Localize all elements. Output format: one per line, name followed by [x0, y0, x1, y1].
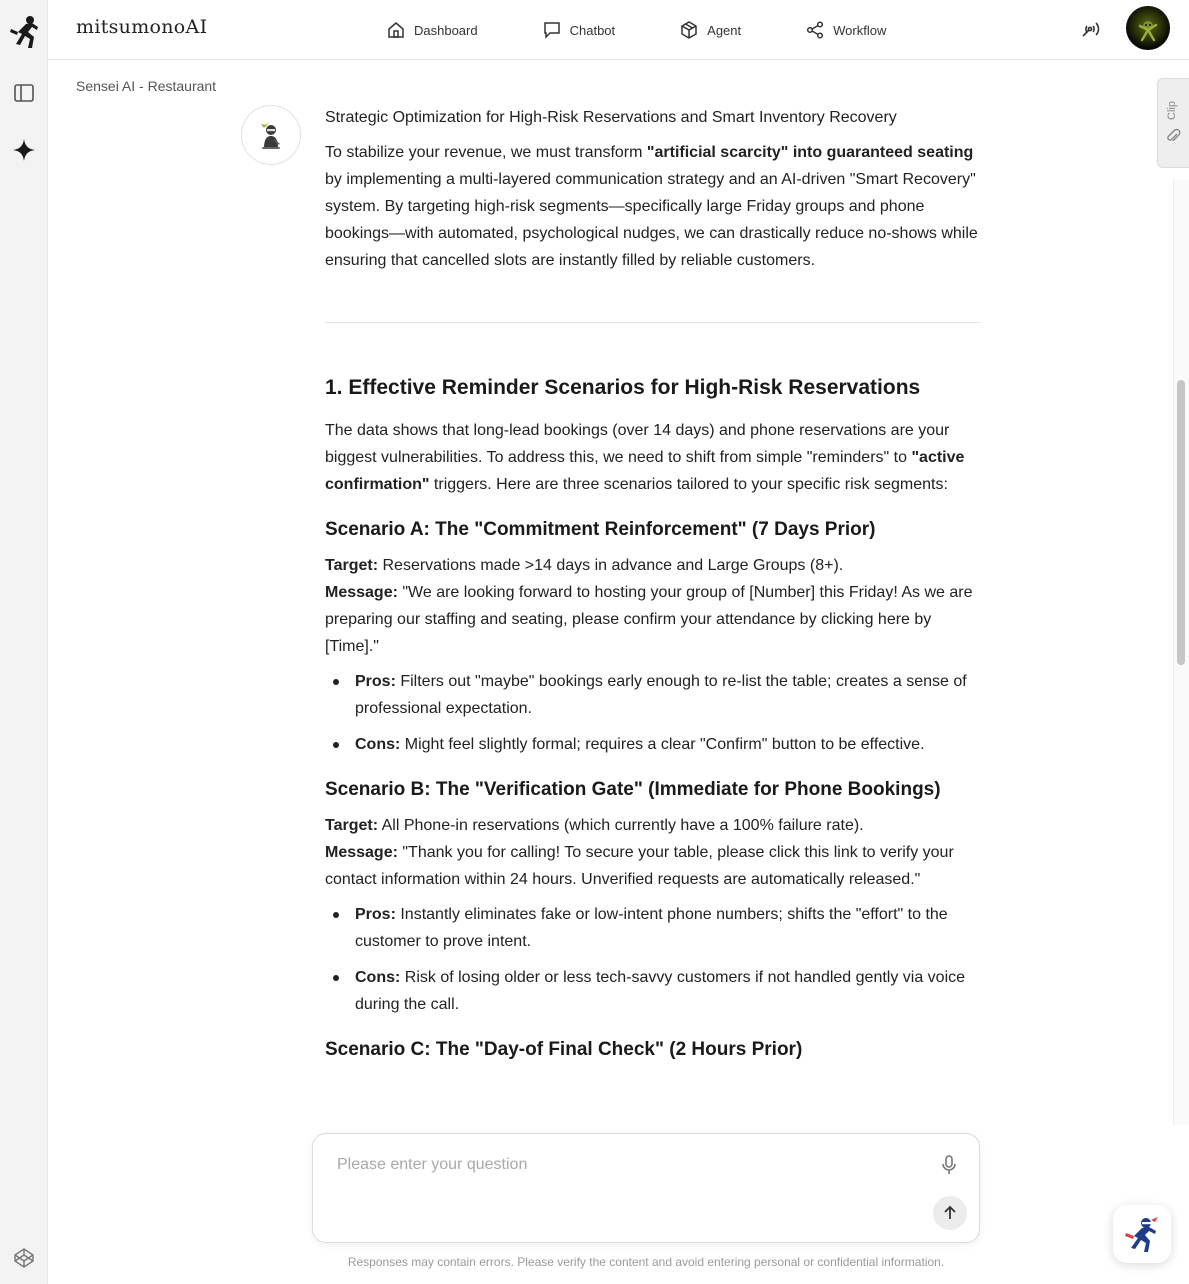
- left-rail: [0, 0, 48, 1284]
- list-item: [325, 731, 981, 758]
- microphone-icon[interactable]: [937, 1153, 961, 1177]
- chat-input-box: [312, 1133, 980, 1243]
- main-nav: [386, 0, 886, 60]
- signal-icon[interactable]: [1078, 17, 1102, 41]
- clip-tab[interactable]: [1157, 78, 1189, 168]
- ninja-runner-icon: [1122, 1214, 1162, 1254]
- sparkle-icon[interactable]: [11, 137, 37, 163]
- pros-text: Instantly eliminates fake or low-intent phone numbers; shifts the "effort" to the customer to prove intent.: [355, 906, 948, 950]
- message-text: "Thank you for calling! To secure your table, please click this link to verify your contact information within 24 hours. Unverified requests are automatically released.": [325, 844, 954, 888]
- assistant-fab-button[interactable]: [1113, 1205, 1171, 1263]
- nav-chatbot-label: Chatbot: [569, 22, 616, 38]
- nav-dashboard-label: Dashboard: [414, 22, 478, 38]
- intro-bold: "artificial scarcity" into guaranteed seating: [646, 144, 974, 161]
- nav-workflow[interactable]: [805, 20, 886, 40]
- pros-label: Pros:: [355, 673, 396, 690]
- message-label: Message:: [325, 844, 398, 861]
- scenario-b-target: [325, 812, 981, 839]
- intro-text: To stabilize your revenue, we must transform: [325, 144, 647, 161]
- scenario-b-message: [325, 839, 981, 893]
- paperclip-icon: [1165, 127, 1181, 145]
- cons-text: Risk of losing older or less tech-savvy customers if not handled gently via voice during the call.: [355, 969, 966, 1013]
- home-icon: [386, 20, 406, 40]
- intro-text-rest: by implementing a multi-layered communication strategy and an AI-driven "Smart Recovery" system. By targeting high-risk segments—specifically large Friday groups and phone bookings—with automated, psychological nudges, we can drastically reduce no-shows while ensuring that cancelled slots are instantly filled by reliable customers.: [325, 171, 978, 269]
- question-input[interactable]: [337, 1156, 897, 1174]
- list-item: [325, 964, 981, 1018]
- pros-text: Filters out "maybe" bookings early enough to re-list the table; creates a sense of professional expectation.: [355, 673, 967, 717]
- arrow-up-icon: [941, 1204, 959, 1222]
- top-header: [48, 0, 1189, 60]
- nav-chatbot[interactable]: [542, 20, 616, 40]
- chat-icon: [542, 20, 562, 40]
- bot-avatar: [241, 105, 301, 165]
- message-title: Strategic Optimization for High-Risk Reservations and Smart Inventory Recovery: [325, 109, 897, 126]
- nav-agent-label: Agent: [707, 22, 742, 38]
- target-label: Target:: [325, 557, 379, 574]
- pros-label: Pros:: [355, 906, 396, 923]
- user-avatar[interactable]: [1126, 6, 1170, 50]
- section-paragraph: [325, 417, 981, 498]
- disclaimer-text: Responses may contain errors. Please verify the content and avoid entering personal or confidential information.: [347, 1255, 945, 1269]
- target-text: All Phone-in reservations (which currently have a 100% failure rate).: [378, 817, 864, 834]
- sidebar-toggle-icon[interactable]: [11, 80, 37, 106]
- codepen-icon[interactable]: [11, 1245, 37, 1271]
- nav-dashboard[interactable]: [386, 20, 478, 40]
- cons-label: Cons:: [355, 736, 401, 753]
- scenario-a-message: [325, 579, 981, 660]
- send-button[interactable]: [933, 1196, 967, 1230]
- intro-paragraph: [325, 139, 981, 274]
- section-text: The data shows that long-lead bookings (over 14 days) and phone reservations are your biggest vulnerabilities. To address this, we need to shift from simple "reminders" to: [325, 422, 950, 466]
- target-text: Reservations made >14 days in advance and Large Groups (8+).: [378, 557, 844, 574]
- nav-agent[interactable]: [679, 20, 741, 40]
- cons-text: Might feel slightly formal; requires a clear "Confirm" button to be effective.: [400, 736, 925, 753]
- list-item: [325, 901, 981, 955]
- scenario-c-heading: Scenario C: The "Day-of Final Check" (2 Hours Prior): [325, 1039, 803, 1060]
- breadcrumb[interactable]: Sensei AI - Restaurant: [76, 78, 217, 94]
- scenario-a-heading: Scenario A: The "Commitment Reinforcement" (7 Days Prior): [325, 519, 876, 540]
- scenario-a-list: [325, 668, 981, 758]
- cons-label: Cons:: [355, 969, 401, 986]
- nav-workflow-label: Workflow: [833, 22, 887, 38]
- assistant-message: [325, 105, 981, 1072]
- scenario-b-list: [325, 901, 981, 1018]
- section-text-rest: triggers. Here are three scenarios tailored to your specific risk segments:: [429, 476, 948, 493]
- ninja-bot-icon: [254, 118, 288, 152]
- target-label: Target:: [325, 817, 379, 834]
- scenario-a-target: [325, 552, 981, 579]
- brand-name[interactable]: mitsumonoAI: [76, 16, 208, 38]
- cube-icon: [679, 20, 699, 40]
- section-heading: 1. Effective Reminder Scenarios for High-Risk Reservations: [325, 376, 921, 399]
- scrollbar-thumb[interactable]: [1177, 380, 1185, 665]
- scenario-b-heading: Scenario B: The "Verification Gate" (Immediate for Phone Bookings): [325, 779, 941, 800]
- message-text: "We are looking forward to hosting your group of [Number] this Friday! As we are preparing our staffing and seating, please confirm your attendance by clicking here by [Time].": [325, 584, 973, 655]
- message-label: Message:: [325, 584, 398, 601]
- share-icon: [805, 20, 825, 40]
- list-item: [325, 668, 981, 722]
- runner-logo-icon[interactable]: [6, 12, 42, 52]
- divider: [325, 322, 981, 323]
- section-bold: "active confirmation": [325, 449, 965, 493]
- clip-label: Clip: [1166, 101, 1178, 120]
